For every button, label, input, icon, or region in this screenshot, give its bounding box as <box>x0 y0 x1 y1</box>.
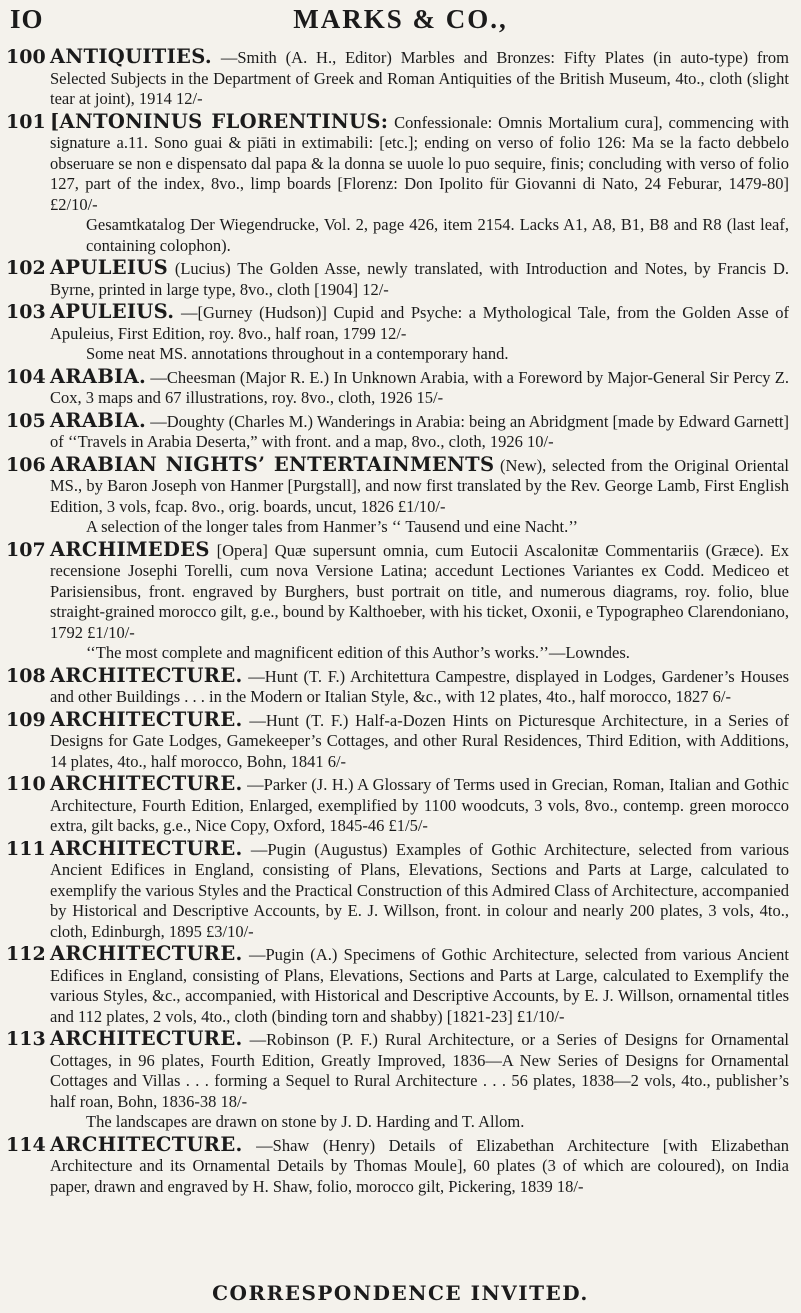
entry-description: —Hunt (T. F.) Architettura Campestre, displayed in Lodges, Gardener’s Houses and other Buildings . . . in the Modern or Italian Style, &c., with 12 plates, 4to., half morocco, 1827 <box>50 666 790 706</box>
lot-number: 113 <box>6 1028 46 1050</box>
entry-heading: [ANTONINUS FLORENTINUS: <box>50 109 389 133</box>
entry-price: 18/- <box>220 1091 248 1111</box>
entry-note: A selection of the longer tales from Hanmer’s ‘‘ Tausend und eine Nacht.’’ <box>86 517 579 536</box>
entry-description: (Lucius) The Golden Asse, newly translated, with Introduction and Notes, by Francis D. Byrne, printed in large type, 8vo., cloth [1904] <box>50 259 790 299</box>
entry-note: Some neat MS. annotations throughout in a contemporary hand. <box>86 344 509 363</box>
catalogue-entry <box>0 836 801 943</box>
entry-heading: ARABIAN NIGHTS’ ENTERTAINMENTS <box>50 452 495 476</box>
entry-heading: ARCHIMEDES <box>50 537 210 561</box>
entry-description: —Shaw (Henry) Details of Elizabethan Architecture [with Elizabethan Architecture and its Ornamental Details by Thomas Moule], 60 plates (3 of which are coloured), on India paper, drawn and engraved by H. Shaw, folio, morocco gilt, Pickering, 1839 <box>50 1135 790 1196</box>
entry-price: 6/- <box>712 687 731 706</box>
entry-price: £3/10/- <box>205 921 254 941</box>
catalogue-entry <box>0 364 801 409</box>
entry-heading: APULEIUS. <box>50 300 175 323</box>
catalogue-entries <box>0 47 801 1199</box>
lot-number: 101 <box>6 110 46 133</box>
entry-heading: ARABIA. <box>50 408 147 432</box>
catalogue-entry <box>0 302 801 365</box>
entry-description: —Hunt (T. F.) Half-a-Dozen Hints on Picturesque Architecture, in a Series of Designs for Gate Lodges, Gamekeeper’s Cottages, and other Rural Residences, Third Edition, with Additions, 14 plates, 4to., half morocco, Bohn, 1841 <box>50 710 789 771</box>
entry-heading: ARCHITECTURE. <box>50 942 243 965</box>
entry-note: ‘‘The most complete and magnificent edition of this Author’s works.’’—Lowndes. <box>86 643 630 662</box>
entry-heading: ARABIA. <box>50 364 147 388</box>
entry-price: £1/5/- <box>388 816 428 835</box>
entry-description: —Parker (J. H.) A Glossary of Terms used in Grecian, Roman, Italian and Gothic Architecture, Fourth Edition, Enlarged, exemplified by 1100 woodcuts, 3 vols, 8vo., contemp. green morocco extra, gilt backs, g.e., Nice Copy, Oxford, 1845-46 <box>50 775 789 835</box>
entry-description: —[Gurney (Hudson)] Cupid and Psyche: a Mythological Tale, from the Golden Asse of Apuleius, First Edition, roy. 8vo., half roan, 1799 <box>50 303 789 343</box>
entry-description: [Opera] Quæ supersunt omnia, cum Eutocii Ascalonitæ Commentariis (Græce). Ex recensione Josephi Torelli, cum nova Versione Latina; accedunt Lectiones Variantes ex Codd. Mediceo et Parisiensibus, front. engraved by Burghers, bust portrait on title, and numerous diagrams, roy. folio, blue straight-grained morocco gilt, g.e., bound by Kalthoeber, with his ticket, Oxonii, e Typographeo Clarendoniano, 1792 <box>50 540 790 642</box>
entry-price: 18/- <box>556 1176 584 1196</box>
entry-price: 6/- <box>327 751 347 771</box>
entry-description: (New), selected from the Original Oriental MS., by Baron Joseph von Hanmer [Purgstall], and now first translated by the Rev. George Lamb, First English Edition, 3 vols, fcap. 8vo., orig. boards, uncut, 1826 <box>50 455 789 516</box>
entry-description: —Robinson (P. F.) Rural Architecture, or a Series of Designs for Ornamental Cottages, in 96 plates, Fourth Edition, Greatly Improved, 1836—A New Series of Designs for Ornamental Cottages and Villas . . . forming a Sequel to Rural Architecture . . . 56 plates, 1838—2 vols, 4to., publisher’s half roan, Bohn, 1836-38 <box>50 1030 790 1111</box>
lot-number: 111 <box>6 837 46 860</box>
entry-price: £2/10/- <box>50 194 98 214</box>
entry-heading: ANTIQUITIES. <box>50 45 212 68</box>
lot-number: 108 <box>6 664 46 687</box>
lot-number: 109 <box>6 708 46 731</box>
entry-price: £1/10/- <box>87 622 135 642</box>
entry-description: —Pugin (A.) Specimens of Gothic Architecture, selected from various Ancient Edifices in England, consisting of Plans, Elevations, Sections and Parts at Large, calculated to Exemplify the various Styles, &c., accompanied, with Historical and Descriptive Accounts, by E. J. Willson, ornamental titles and 112 plates, 2 vols, 4to., cloth (binding torn and shabby) [1821-23] <box>50 945 790 1026</box>
catalogue-entry <box>0 537 801 664</box>
entry-price: 12/- <box>362 279 389 299</box>
page-header <box>0 4 801 40</box>
lot-number: 112 <box>6 943 46 965</box>
catalogue-entry <box>0 663 801 708</box>
catalogue-entry <box>0 944 801 1027</box>
entry-price: £1/10/- <box>397 496 446 516</box>
entry-heading: ARCHITECTURE. <box>50 663 243 687</box>
entry-price: 12/- <box>176 89 203 108</box>
entry-description: Confessionale: Omnis Mortalium cura], commencing with signature a.11. Sono guai & piāti in extimabili: [etc.]; ending on verso of folio 126: Ma se la facto debbelo obseruare se non e dispensato dal papa & la donna se uuole lo puo sequire, finis; concluding with verso of folio 127, part of the index, 8vo., limp boards [Florenz: Don Ipolito für Giovanni di Nato, 24 Feburar, 1479-80] <box>50 112 790 193</box>
page-number: IO <box>10 4 44 34</box>
catalogue-entry <box>0 1132 801 1198</box>
entry-note: The landscapes are drawn on stone by J. D. Harding and T. Allom. <box>86 1112 525 1131</box>
entry-heading: APULEIUS <box>50 256 168 279</box>
entry-price: 12/- <box>379 323 407 343</box>
entry-heading: ARCHITECTURE. <box>50 707 243 731</box>
catalogue-entry <box>0 408 801 453</box>
entry-heading: ARCHITECTURE. <box>50 772 243 795</box>
entry-price: 15/- <box>416 388 444 407</box>
lot-number: 102 <box>6 257 46 279</box>
catalogue-entry <box>0 109 801 257</box>
lot-number: 114 <box>6 1133 46 1156</box>
running-title: MARKS & CO., <box>293 4 508 34</box>
footer-text: CORRESPONDENCE INVITED. <box>212 1281 589 1305</box>
catalogue-entry <box>0 774 801 837</box>
lot-number: 106 <box>6 453 46 476</box>
catalogue-entry <box>0 1029 801 1133</box>
lot-number: 110 <box>6 773 46 795</box>
lot-number: 107 <box>6 538 46 561</box>
catalogue-entry <box>0 47 801 110</box>
lot-number: 104 <box>6 365 46 388</box>
catalogue-entry <box>0 707 801 773</box>
catalogue-entry <box>0 258 801 300</box>
lot-number: 103 <box>6 301 46 323</box>
entry-heading: ARCHITECTURE. <box>50 1027 243 1050</box>
entry-heading: ARCHITECTURE. <box>50 836 243 860</box>
entry-price: £1/10/- <box>516 1006 565 1026</box>
lot-number: 100 <box>6 46 46 68</box>
entry-description: —Cheesman (Major R. E.) In Unknown Arabia, with a Foreword by Major-General Sir Percy Z. Cox, 3 maps and 67 illustrations, roy. 8vo., cloth, 1926 <box>50 367 790 407</box>
catalogue-entry <box>0 452 801 538</box>
entry-description: —Doughty (Charles M.) Wanderings in Arabia: being an Abridgment [made by Edward Garnett] of ‘‘Travels in Arabia Deserta,” with front. and a map, 8vo., cloth, 1926 <box>50 411 790 451</box>
entry-note: Gesamtkatalog Der Wiegendrucke, Vol. 2, page 426, item 2154. Lacks A1, A8, B1, B8 and R8 (last leaf, containing colophon). <box>86 215 789 255</box>
lot-number: 105 <box>6 409 46 432</box>
entry-description: —Smith (A. H., Editor) Marbles and Bronzes: Fifty Plates (in auto-type) from Selected Subjects in the Department of Greek and Roman Antiquities of the British Museum, 4to., cloth (slight tear at joint), 1914 <box>50 48 790 108</box>
entry-heading: ARCHITECTURE. <box>50 1132 243 1156</box>
entry-price: 10/- <box>527 432 554 451</box>
entry-description: —Pugin (Augustus) Examples of Gothic Architecture, selected from various Ancient Edifices in England, consisting of Plans, Elevations, Sections and Parts at Large, calculated to exemplify the various Styles and the Practical Construction of this Admired Class of Architecture, accompanied by Historical and Descriptive Accounts, by E. J. Willson, front. in colour and nearly 200 plates, 3 vols, 4to., cloth, Edinburgh, 1895 <box>50 839 789 941</box>
